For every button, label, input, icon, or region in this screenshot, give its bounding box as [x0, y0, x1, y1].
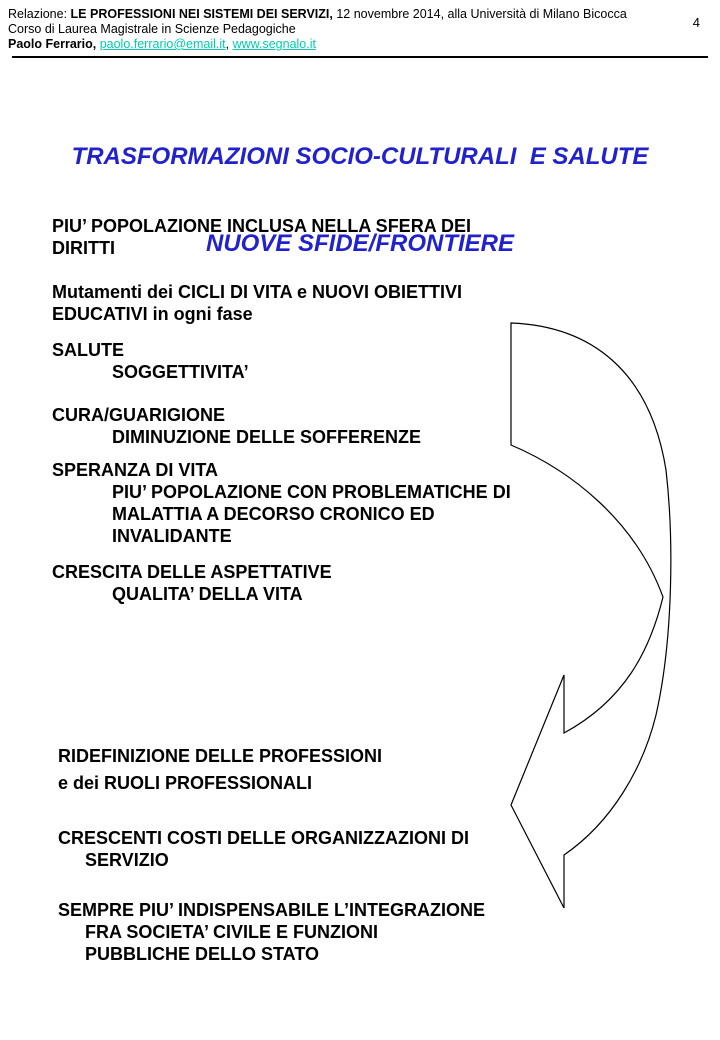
paragraph-crescenti-costi: [58, 827, 469, 871]
text-line: FRA SOCIETA’ CIVILE E FUNZIONI: [85, 922, 379, 942]
header-relazione-label: Relazione:: [8, 7, 71, 21]
paragraph-popolazione-diritti: [52, 215, 471, 259]
text-line: MALATTIA A DECORSO CRONICO ED: [112, 504, 435, 524]
text-line: Mutamenti dei CICLI DI VITA e NUOVI OBIETTIVI: [52, 282, 463, 302]
slide-title-line-2: NUOVE SFIDE/FRONTIERE: [205, 230, 515, 257]
text-line: DIRITTI: [52, 238, 115, 258]
text-line: e dei RUOLI PROFESSIONALI: [58, 773, 313, 793]
header-line-1: [8, 7, 627, 22]
paragraph-speranza-di-vita: [52, 459, 511, 547]
email-link[interactable]: paolo.ferrario@email.it: [99, 37, 226, 51]
header-divider: [12, 56, 708, 58]
text-line: EDUCATIVI in ogni fase: [52, 304, 253, 324]
text-line: DIMINUZIONE DELLE SOFFERENZE: [112, 427, 422, 447]
text-line: SERVIZIO: [85, 850, 169, 870]
text-line: SEMPRE PIU’ INDISPENSABILE L’INTEGRAZIONE: [58, 900, 486, 920]
paragraph-cura-guarigione: [52, 404, 421, 448]
page-header: [8, 7, 627, 52]
text-line: QUALITA’ DELLA VITA: [112, 584, 303, 604]
curved-arrow-path: [511, 323, 671, 908]
header-line-2: Corso di Laurea Magistrale in Scienze Pedagogiche: [8, 22, 296, 36]
text-line: PIU’ POPOLAZIONE INCLUSA NELLA SFERA DEI: [52, 216, 472, 236]
text-line: RIDEFINIZIONE DELLE PROFESSIONI: [58, 746, 383, 766]
text-line: CURA/GUARIGIONE: [52, 405, 226, 425]
paragraph-ridefinizione-professioni: [58, 745, 382, 767]
link-separator: ,: [225, 37, 233, 51]
text-line: PIU’ POPOLAZIONE CON PROBLEMATICHE DI: [112, 482, 511, 502]
author-name: Paolo Ferrario,: [8, 37, 100, 51]
website-link[interactable]: www.segnalo.it: [232, 37, 316, 51]
text-line: CRESCITA DELLE ASPETTATIVE: [52, 562, 332, 582]
header-line-3: [8, 37, 627, 52]
paragraph-integrazione-stato: [58, 899, 485, 965]
text-line: PUBBLICHE DELLO STATO: [85, 944, 319, 964]
header-date-place: 12 novembre 2014, alla Università di Milano Bicocca: [332, 7, 627, 21]
slide-title-line-1: TRASFORMAZIONI SOCIO-CULTURALI E SALUTE: [71, 143, 649, 170]
page-number: 4: [692, 15, 700, 30]
paragraph-mutamenti-cicli: [52, 281, 462, 325]
paragraph-salute: [52, 339, 249, 383]
paragraph-ruoli-professionali: [58, 772, 312, 794]
text-line: SALUTE: [52, 340, 124, 360]
text-line: CRESCENTI COSTI DELLE ORGANIZZAZIONI DI: [58, 828, 470, 848]
text-line: SPERANZA DI VITA: [52, 460, 219, 480]
text-line: INVALIDANTE: [112, 526, 232, 546]
header-report-title: LE PROFESSIONI NEI SISTEMI DEI SERVIZI,: [70, 7, 333, 21]
paragraph-crescita-aspettative: [52, 561, 332, 605]
text-line: SOGGETTIVITA’: [112, 362, 249, 382]
